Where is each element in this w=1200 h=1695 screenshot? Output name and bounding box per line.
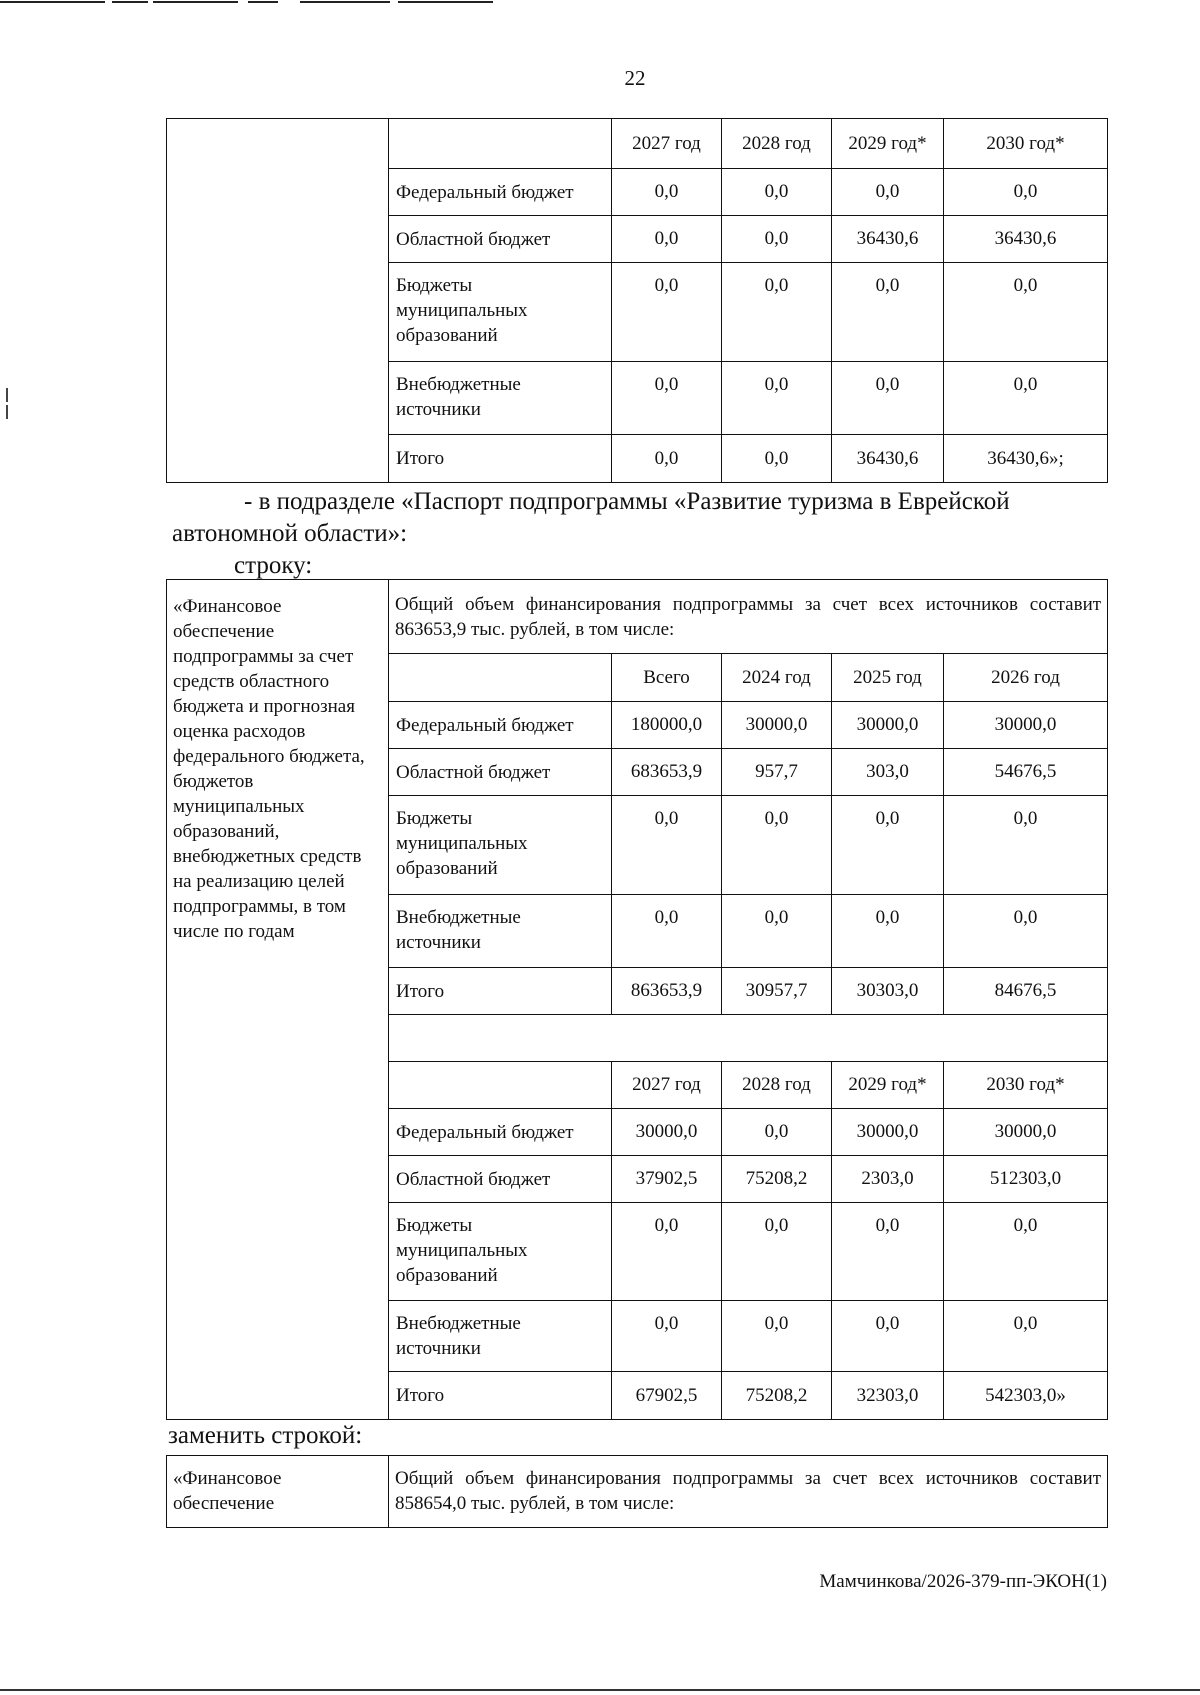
cell-value: 180000,0	[612, 702, 722, 749]
scan-side-mark	[6, 405, 8, 419]
cell-value: 30000,0	[612, 1109, 722, 1156]
cell-value: 0,0	[722, 1301, 832, 1372]
funding-intro: Общий объем финансирования подпрограммы за счет всех источников составит 858654,0 тыс. рублей, в том числе:	[389, 1456, 1108, 1528]
cell-value: 0,0	[612, 1301, 722, 1372]
cell-value: 0,0	[832, 1301, 944, 1372]
subsection-line-2: автономной области»:	[172, 520, 408, 547]
cell-value: 0,0	[722, 1203, 832, 1301]
cell-value: 30000,0	[944, 1109, 1108, 1156]
scan-bottom-line	[0, 1689, 1200, 1691]
col-header: 2030 год*	[944, 1062, 1108, 1109]
row-label: Областной бюджет	[389, 216, 612, 263]
row-label: Внебюджетные источники	[389, 362, 612, 435]
funding-intro: Общий объем финансирования подпрограммы за счет всех источников составит 863653,9 тыс. рублей, в том числе:	[389, 580, 1108, 654]
replace-with: заменить строкой:	[168, 1422, 363, 1449]
cell-value: 0,0	[722, 362, 832, 435]
cell-value: 0,0	[722, 796, 832, 895]
col-header: 2029 год*	[832, 119, 944, 169]
row-label: Бюджеты муниципальных образований	[389, 796, 612, 895]
cell-value: 0,0	[612, 435, 722, 483]
cell-value: 36430,6	[944, 216, 1108, 263]
row-label: Областной бюджет	[389, 749, 612, 796]
row-label: Итого	[389, 435, 612, 483]
cell-value: 75208,2	[722, 1156, 832, 1203]
cell-value: 0,0	[612, 895, 722, 968]
row-label: Внебюджетные источники	[389, 1301, 612, 1372]
cell-value: 0,0	[832, 263, 944, 362]
scan-side-mark	[6, 388, 8, 402]
cell-value: 30000,0	[832, 1109, 944, 1156]
cell-value: 0,0	[832, 1203, 944, 1301]
cell-value: 75208,2	[722, 1372, 832, 1420]
row-label: Бюджеты муниципальных образований	[389, 263, 612, 362]
cell-value: 0,0	[944, 796, 1108, 895]
row-label: Федеральный бюджет	[389, 702, 612, 749]
spacer-row	[389, 1015, 1108, 1062]
row-word: строку:	[234, 552, 313, 579]
cell-value: 0,0	[944, 362, 1108, 435]
header-blank	[389, 1062, 612, 1109]
cell-value: 30303,0	[832, 968, 944, 1015]
cell-value: 30000,0	[722, 702, 832, 749]
cell-value: 30000,0	[832, 702, 944, 749]
col-header: 2030 год*	[944, 119, 1108, 169]
cell-value: 303,0	[832, 749, 944, 796]
row-label: Федеральный бюджет	[389, 1109, 612, 1156]
row-label: Областной бюджет	[389, 1156, 612, 1203]
cell-value: 683653,9	[612, 749, 722, 796]
col-header: 2028 год	[722, 1062, 832, 1109]
scan-top-line	[0, 0, 500, 4]
cell-value: 2303,0	[832, 1156, 944, 1203]
cell-value: 0,0	[612, 263, 722, 362]
col-header: 2024 год	[722, 654, 832, 702]
cell-value: 84676,5	[944, 968, 1108, 1015]
row-label: Внебюджетные источники	[389, 895, 612, 968]
cell-value: 0,0	[722, 1109, 832, 1156]
cell-value: 0,0	[722, 169, 832, 216]
col-header: 2025 год	[832, 654, 944, 702]
cell-value: 37902,5	[612, 1156, 722, 1203]
col-header: 2028 год	[722, 119, 832, 169]
row-label: Итого	[389, 1372, 612, 1420]
cell-value: 0,0	[612, 1203, 722, 1301]
cell-value: 36430,6»;	[944, 435, 1108, 483]
row-label: Бюджеты муниципальных образований	[389, 1203, 612, 1301]
cell-value: 30000,0	[944, 702, 1108, 749]
cell-value: 30957,7	[722, 968, 832, 1015]
cell-value: 542303,0»	[944, 1372, 1108, 1420]
cell-value: 957,7	[722, 749, 832, 796]
page-number: 22	[624, 66, 646, 90]
cell-value: 0,0	[722, 263, 832, 362]
col-header: 2029 год*	[832, 1062, 944, 1109]
header-blank	[389, 654, 612, 702]
cell-value: 36430,6	[832, 216, 944, 263]
cell-value: 863653,9	[612, 968, 722, 1015]
cell-value: 0,0	[722, 216, 832, 263]
cell-value: 32303,0	[832, 1372, 944, 1420]
cell-value: 0,0	[944, 263, 1108, 362]
header-blank	[389, 119, 612, 169]
cell-value: 0,0	[832, 169, 944, 216]
col-header: 2027 год	[612, 1062, 722, 1109]
row-label: Итого	[389, 968, 612, 1015]
subsection-line-1: - в подразделе «Паспорт подпрограммы «Развитие туризма в Еврейской	[244, 488, 1010, 515]
funding-table-old	[166, 579, 1108, 1420]
funding-table-new	[166, 1455, 1108, 1528]
cell-value: 67902,5	[612, 1372, 722, 1420]
cell-value: 512303,0	[944, 1156, 1108, 1203]
document-footer: Мамчинкова/2026-379-пп-ЭКОН(1)	[819, 1571, 1107, 1592]
cell-value: 36430,6	[832, 435, 944, 483]
row-label: Федеральный бюджет	[389, 169, 612, 216]
cell-value: 0,0	[832, 796, 944, 895]
col-header: 2026 год	[944, 654, 1108, 702]
cell-value: 0,0	[944, 895, 1108, 968]
cell-value: 0,0	[944, 169, 1108, 216]
cell-value: 0,0	[612, 362, 722, 435]
cell-value: 0,0	[722, 435, 832, 483]
cell-value: 0,0	[612, 169, 722, 216]
cell-value: 0,0	[612, 796, 722, 895]
col-header: 2027 год	[612, 119, 722, 169]
cell-value: 0,0	[612, 216, 722, 263]
cell-value: 0,0	[944, 1301, 1108, 1372]
funding-table-continued	[166, 118, 1108, 483]
cell-value: 0,0	[944, 1203, 1108, 1301]
col-header: Всего	[612, 654, 722, 702]
cell-value: 0,0	[832, 895, 944, 968]
cell-value: 0,0	[832, 362, 944, 435]
funding-description: «Финансовое обеспечение подпрограммы за счет средств областного бюджета и прогнозная оценка расходов федерального бюджета, бюджетов муниципальных образований, внебюджетных средств на реализацию целей подпрограммы, в том числе по годам	[167, 580, 389, 1420]
funding-description: «Финансовое обеспечение	[167, 1456, 389, 1528]
cell-value: 54676,5	[944, 749, 1108, 796]
cell-value: 0,0	[722, 895, 832, 968]
empty-left-cell	[167, 119, 389, 483]
